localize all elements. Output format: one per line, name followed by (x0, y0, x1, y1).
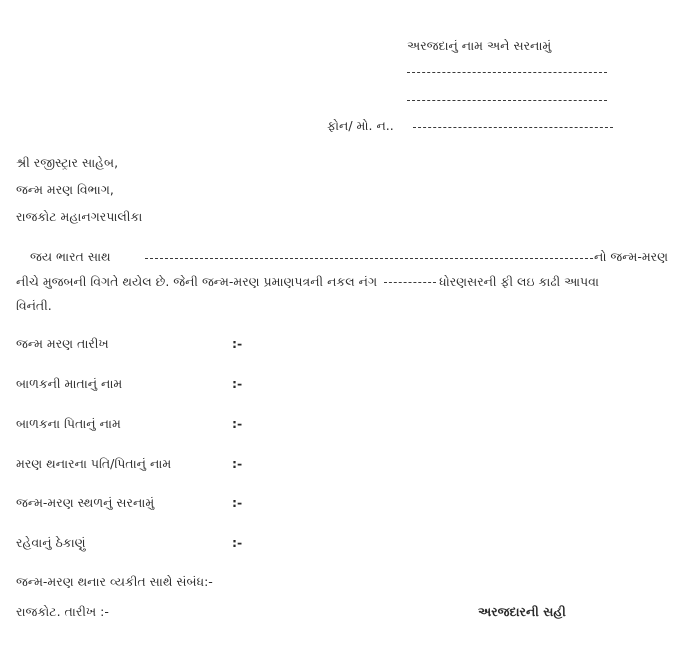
applicant-heading: અરજદાનું નામ અને સરનામું (407, 38, 552, 53)
copies-count-blank-line[interactable] (384, 282, 436, 283)
field-label: રહેવાનું ઠેકાણું (16, 535, 86, 550)
field-label: બાળકની માતાનું નામ (16, 376, 123, 391)
request-line-2 (16, 274, 599, 290)
name-blank-line[interactable] (145, 258, 593, 259)
field-separator: :- (232, 336, 243, 351)
field-separator: :- (232, 456, 243, 471)
addressee-line-3: રાજકોટ મહાનગરપાલીકા (16, 209, 143, 224)
field-label: મરણ થનારના પતિ/પિતાનું નામ (16, 456, 172, 471)
phone-blank-line[interactable] (413, 127, 613, 128)
request-closing: વિનંતી. (16, 298, 52, 313)
birth-death-text: નો જન્મ-મરણ (594, 249, 669, 264)
field-label: જન્મ-મરણ સ્થળનું સરનામું (16, 495, 155, 510)
phone-label: ફોન/ મો. ન.. (327, 118, 394, 133)
greeting-text: જય ભારત સાથ (30, 249, 111, 264)
addressee-line-1: શ્રી રજીસ્ટ્રાર સાહેબ, (16, 155, 119, 170)
addressee-line-2: જન્મ મરણ વિભાગ, (16, 182, 114, 197)
field-separator: :- (232, 416, 243, 431)
field-separator: :- (232, 535, 243, 550)
field-label: બાળકના પિતાનું નામ (16, 416, 121, 431)
request-text-part-2: ધોરણસરની ફી લઇ કાઢી આપવા (439, 274, 599, 289)
place-date-label: રાજકોટ. તારીખ :- (16, 604, 109, 619)
applicant-signature-label: અરજદારની સહી (478, 604, 566, 619)
field-separator: :- (232, 495, 243, 510)
field-separator: :- (232, 376, 243, 391)
applicant-name-blank-line[interactable] (407, 72, 607, 73)
field-label: જન્મ મરણ તારીખ (16, 336, 109, 351)
relation-label: જન્મ-મરણ થનાર વ્યકીત સાથે સંબંધ:- (16, 574, 213, 589)
applicant-address-blank-line[interactable] (407, 100, 607, 101)
request-text-part-1: નીચે મુજબની વિગતે થયેલ છે. જેની જન્મ-મરણ પ્રમાણપત્રની નકલ નંગ (16, 274, 378, 289)
